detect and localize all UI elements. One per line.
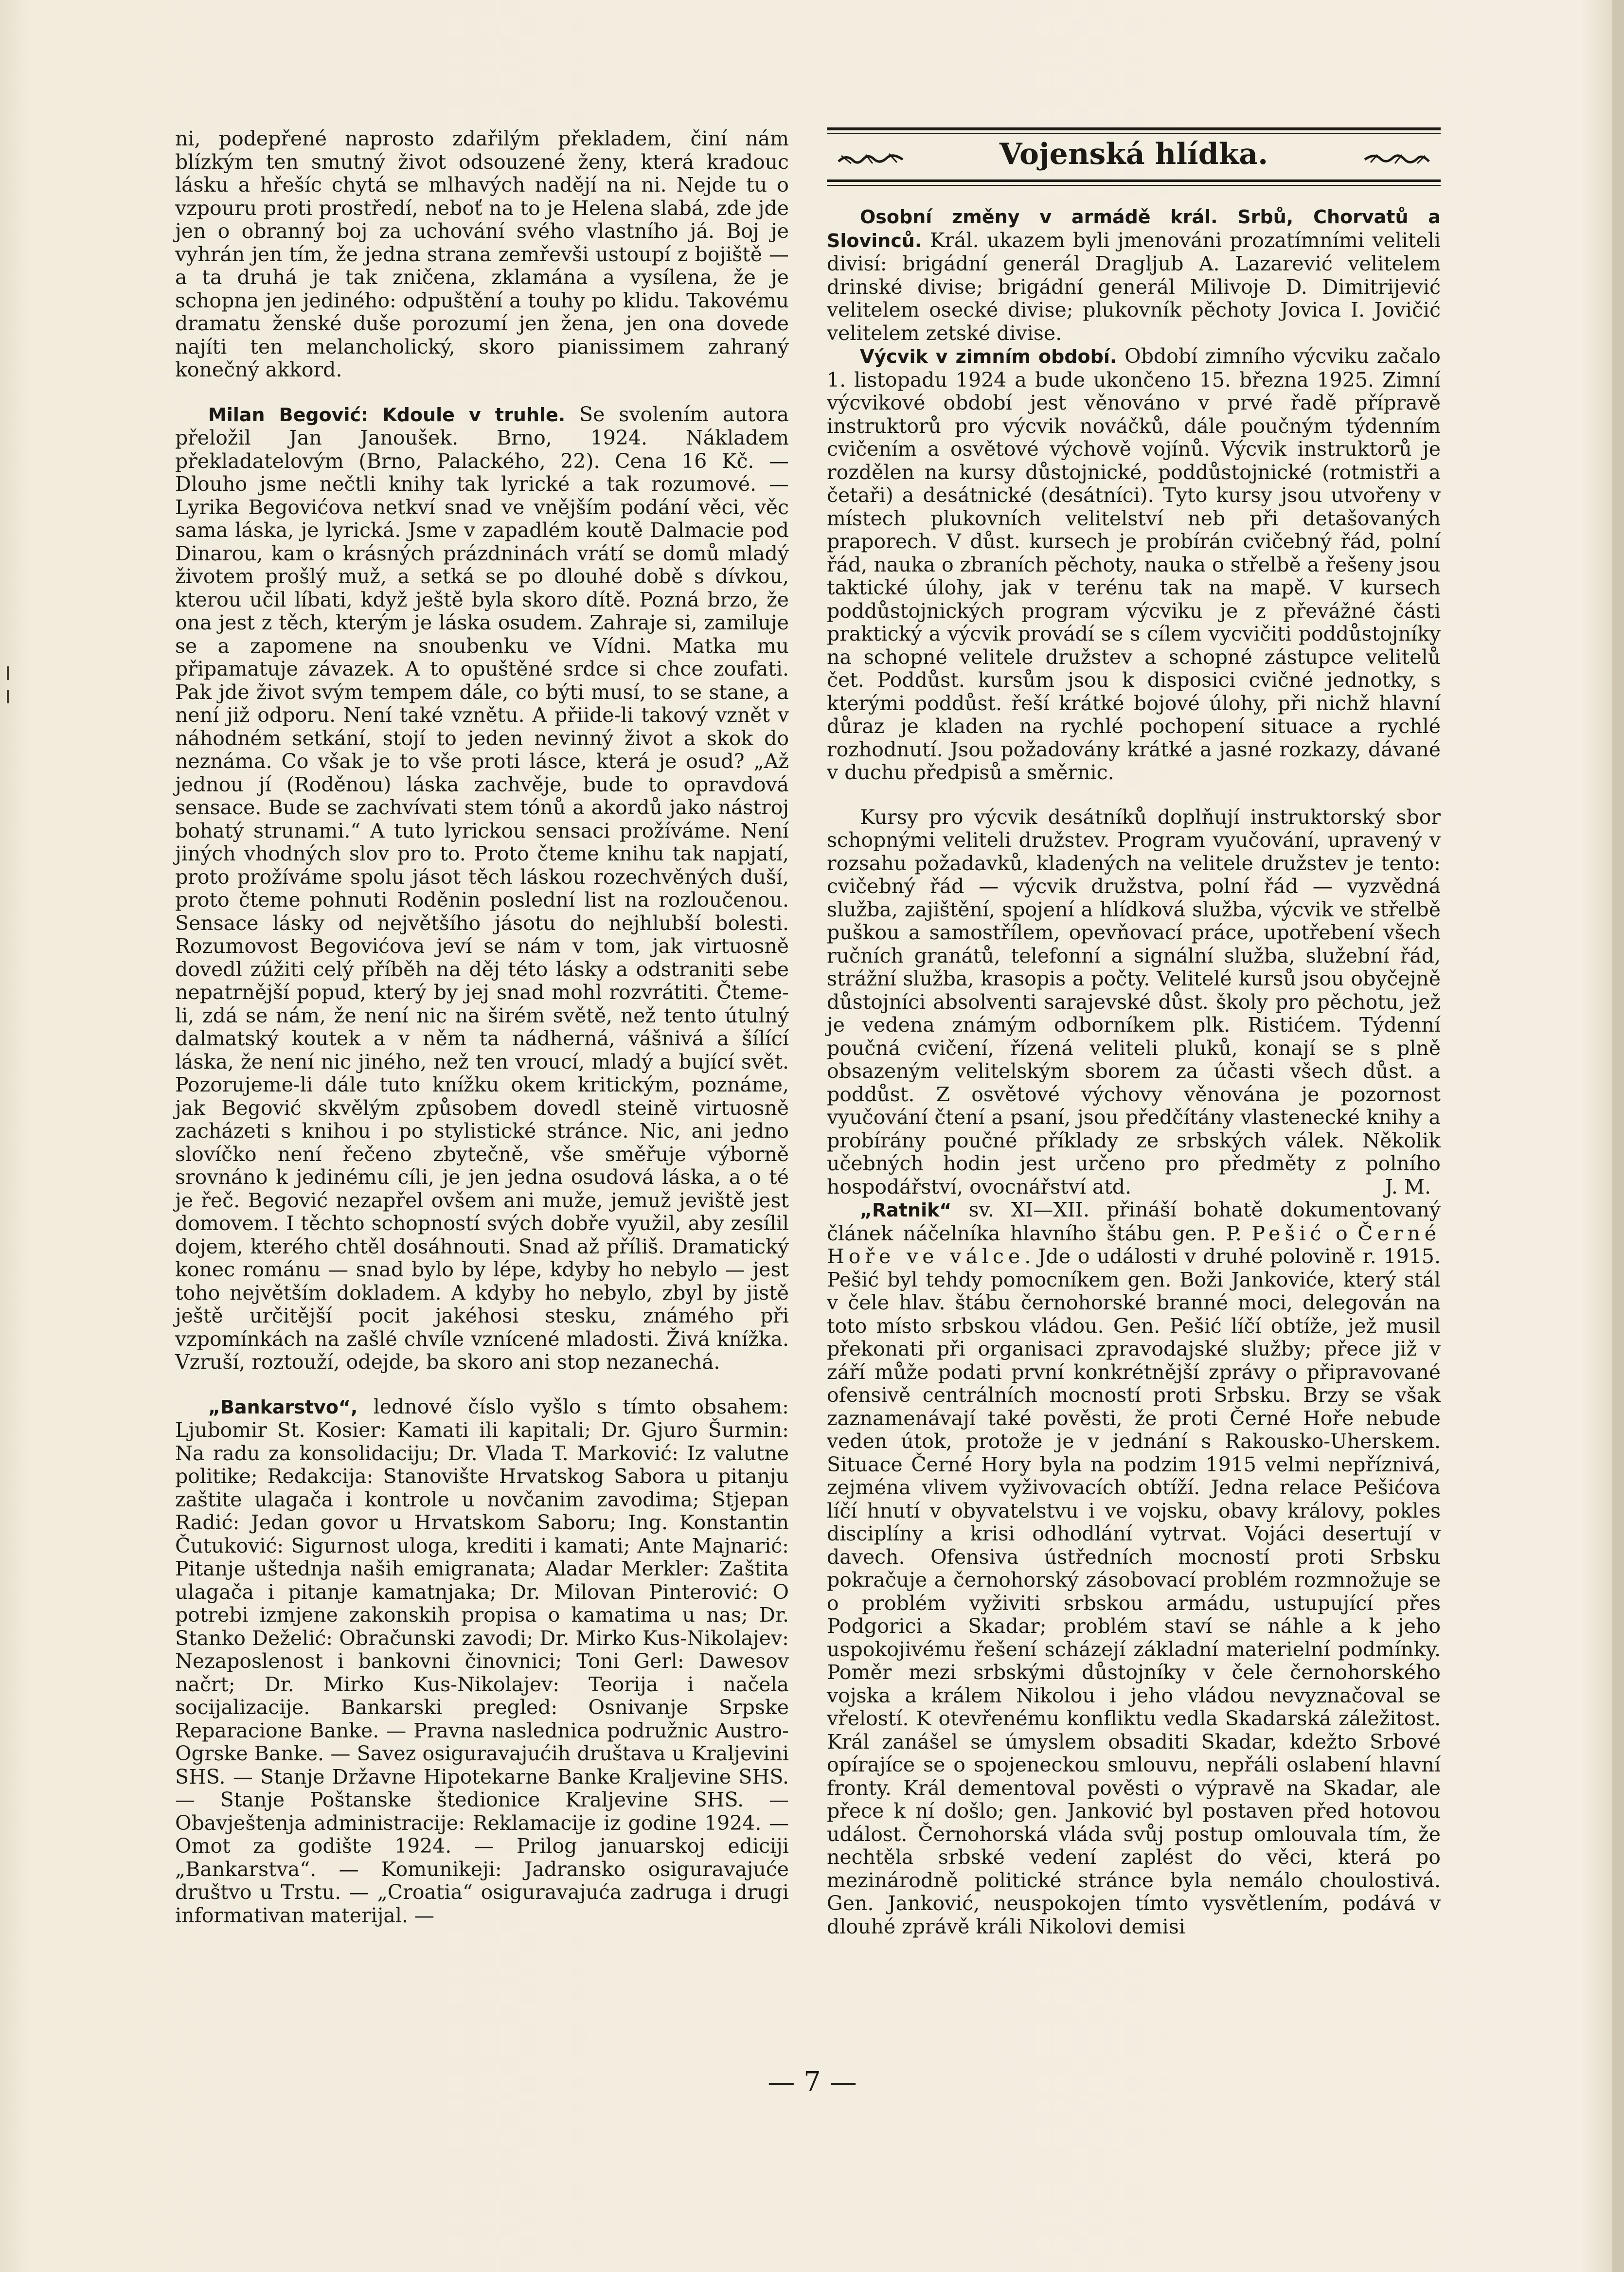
paragraph [827, 345, 1441, 785]
author-signature: J. M. [1385, 1175, 1431, 1199]
paragraph-body: Král. ukazem byli jmenováni prozatímními veliteli divisí: brigádní generál Dragljub A. Lazarević velitelem drinské divise; brigádní generál Milivoje D. Dimitrijević velitelem osecké divise; plukovník pěchoty Jovica I. Jovičić velitelem zetské divise. [827, 228, 1441, 345]
page-number: — 7 — [767, 2066, 857, 2098]
article-title: Černé Hoře ve válce [827, 1221, 1441, 1268]
paragraph-body: Období zimního výcviku začalo 1. listopadu 1924 a bude ukončeno 15. března 1925. Zimní výcvikové období jest věnováno v prvé řadě přípravě instruktorů pro výcvik nováčků, dále poučným týdenním cvičením a osvětové výchově vojínů. Výcvik instruktorů je rozdělen na kursy důstojnické, poddůstojnické (rotmistři a četaři) a desátnické (desátníci). Tyto kursy jsou utvořeny v místech plukovních velitelství neb při detašovaných praporech. V důst. kursech je probírán cvičebný řád, polní řád, nauka o zbraních pěchoty, nauka o střelbě a řešeny jsou taktické úlohy, jak v terénu tak na mapě. V kursech poddůstojnických program výcviku je z převážné části praktický a výcvik provádí se s cílem vycvičiti poddůstojníky na schopné velitele družstev a schopné zástupce velitelů čet. Poddůst. kursům jsou k disposici cvičné jednotky, s kterými poddůst. řeší krátké bojové úlohy, při nichž hlavní důraz je kladen na rychlé pochopení situace a rychlé rozhodnutí. Jsou požadovány krátké a jasné rozkazy, dávané v duchu předpisů a směrnic. [827, 344, 1441, 784]
page-edge [1612, 0, 1624, 2272]
right-column [827, 127, 1441, 1938]
paragraph-body: Kursy pro výcvik desátníků doplňují instruktorský sbor schopnými veliteli družstev. Program vyučování, upravený v rozsahu požadavků, kladených na velitele družstev je tento: cvičebný řád — výcvik družstva, polní řád — vyzvědná služba, zajištění, spojení a hlídková služba, výcvik ve střelbě puškou a samostřílem, opevňovací práce, upotřebení všech ručních granátů, telefonní a signální služba, služební řád, strážní služba, krasopis a počty. Velitelé kursů jsou obyčejně důstojníci absolventi sarajevské důst. školy pro pěchotu, jež je vedena známým odborníkem plk. Ristićem. Týdenní poučná cvičení, řízená veliteli pluků, konají se s plně obsazeným velitelským sborem za účasti všech důst. a poddůst. Z osvětové výchovy věnována je pozornost vyučování čtení a psaní, jsou předčítány vlastenecké knihy a probírány poučné příklady ze srbských válek. Několik učebných hodin jest určeno pro předměty z polního hospodářství, ovocnářství atd. [827, 805, 1441, 1199]
paragraph-heading: Osobní změny v armádě král. Srbů, Chorvatů a Slovinců. [827, 206, 1441, 251]
section-header [827, 127, 1441, 186]
paragraph-body: Se svolením autora přeložil Jan Janoušek. Brno, 1924. Nákladem překladatelovým (Brno, Palackého, 22). Cena 16 Kč. — Dlouho jsme nečtli knihy tak lyrické a tak rozumové. — Lyrika Begovićova netkví snad ve vnějším podání věci, věc sama láska, je lyrická. Jsme v zapadlém koutě Dalmacie pod Dinarou, kam o krásných prázdninách vrátí se domů mladý životem prošlý muž, a setká se po dlouhé době s dívkou, kterou učil líbati, když ještě byla skoro dítě. Pozná brzo, že ona jest z těch, kterým je láska osudem. Zahraje si, zamiluje se a zapomene na snoubenku ve Vídni. Matka mu připamatuje závazek. A to opuštěné srdce si chce zoufati. Pak jde život svým tempem dále, co býti musí, to se stane, a není již odporu. Není také vznětu. A přiide-li takový vznět v náhodném setkání, stojí to jeden nevinný život a skok do neznáma. Co však je to vše proti lásce, která je osud? „Až jednou jí (Roděnou) láska zachvěje, bude to opravdová sensace. Bude se zachvívati stem tónů a akordů jako nástroj bohatý strunami.“ A tuto lyrickou sensaci prožíváme. Není jiných vhodných slov pro to. Proto čteme knihu tak napjatí, proto prožíváme spolu jásot těch láskou rozechvěných duší, proto čteme pohnuti Roděnin poslední list na rozloučenou. Sensace lásky od největšího jásotu do nejhlubší bolesti. Rozumovost Begovićova jeví se nám v tom, jak virtuosně dovedl zúžiti celý příběh na děj této lásky a odstraniti sebe nepatrnější popud, který by jej snad mohl rozvrátiti. Čteme-li, zdá se nám, že není nic na širém světě, než tento útulný dalmatský koutek a v něm ta nádherná, vášnivá a šílící láska, že není nic jiného, než ten vroucí, mladý a bující svět. Pozorujeme-li dále tuto knížku okem kritickým, poznáme, jak Begović skvělým způsobem dovedl steině virtuosně zacházeti s knihou i po stylistické stránce. Nic, ani jedno slovíčko není řečeno zbytečně, vše směřuje výborně srovnáno k jedinému cíli, je jen jedna osudová láska, a o té je řeč. Begović nezapřel ovšem ani muže, jemuž jeviště jest domovem. I těchto schopností svých dobře využil, aby zesílil dojem, kterého chtěl dosáhnouti. Snad až příliš. Dramatický konec románu — snad bylo by lépe, kdyby ho nebylo — jest toho největším dokladem. A kdyby ho nebylo, zbyl by jistě ještě určitější pocit jakéhosi stesku, známého při vzpomínkách na zašlé chvíle vznícené mladosti. Živá knížka. Vzruší, roztouží, odejde, ba skoro ani stop nezanechá. [175, 402, 789, 1374]
paragraph [827, 806, 1441, 1199]
paragraph-body: o [1325, 1221, 1358, 1245]
paragraph-heading: „Ratnik“ [860, 1199, 952, 1221]
paragraph-body: lednové číslo vyšlo s tímto obsahem: Ljubomir St. Kosier: Kamati ili kapitali; Dr. Gjuro Šurmin: Na radu za konsolidaciju; Dr. Vlada T. Marković: Iz valutne politike; Redakcija: Stanovište Hrvatskog Sabora u pitanju zaštite ulagača i kontrole u novčanim zavodima; Stjepan Radić: Jedan govor u Hrvatskom Saboru; Ing. Konstantin Čutuković: Sigurnost uloga, krediti i kamati; Ante Majnarić: Pitanje uštednja naših emigranata; Aladar Merkler: Zaštita ulagača i pitanje kamatnjaka; Dr. Milovan Pinterović: O potrebi izmjene zakonskih propisa o kamatima u nas; Dr. Stanko Deželić: Obračunski zavodi; Dr. Mirko Kus-Nikolajev: Nezaposlenost i bankovni činovnici; Toni Gerl: Dawesov načrt; Dr. Mirko Kus-Nikolajev: Teorija i načela socijalizacije. Bankarski pregled: Osnivanje Srpske Reparacione Banke. — Pravna naslednica podružnic Austro-Ogrske Banke. — Savez osiguravajućih društava u Kraljevini SHS. — Stanje Državne Hipotekarne Banke Kraljevine SHS. — Stanje Poštanske štedionice Kraljevine SHS. — Obavještenja administracije: Reklamacije iz godine 1924. — Omot za godište 1924. — Prilog januarskoj ediciji „Bankarstva“. — Komunikeji: Jadransko osiguravajuće društvo u Trstu. — „Croatia“ osiguravajuća zadruga i drugi informativan materijal. — [175, 1395, 789, 1927]
rule [827, 179, 1441, 182]
paragraph-heading: Výcvik v zimním období. [860, 346, 1117, 367]
paragraph [175, 1395, 789, 1928]
paragraph [827, 205, 1441, 345]
margin-mark [7, 666, 9, 680]
paragraph: ni, podepřené naprosto zdařilým překladem, činí nám blízkým ten smutný život odsouzené ženy, která kradouc lásku a hřešíc chytá se mlhavých nadějí na ni. Nejde tu o vzpouru proti prostředí, neboť na to je Helena slabá, zde jde jen o obranný boj za uchování svého vlastního já. Boj je vyhrán jen tím, že jedna strana zemřevši ustoupí z bojiště — a ta druhá je tak zničena, zklamána a vysílena, že je schopna jen jediného: odpuštění a touhy po klidu. Takovému dramatu ženské duše porozumí jen žena, jen ona dovede najíti ten melancholický, skoro pianissimem zahraný konečný akkord. [175, 127, 789, 381]
paragraph-heading: Milan Begović: Kdoule v truhle. [208, 404, 566, 426]
section-title: Vojenská hlídka. [999, 137, 1268, 171]
ornament-icon [1363, 151, 1431, 167]
paragraph [175, 403, 789, 1374]
rule [827, 185, 1441, 186]
paragraph [827, 1199, 1441, 1938]
paragraph-heading: „Bankarstvo“, [208, 1396, 358, 1418]
author-name: Pešić [1251, 1221, 1326, 1245]
rule [827, 127, 1441, 130]
rule [827, 133, 1441, 134]
paragraph-body: sv. XI—XII. přináší bohatě dokumentovaný článek náčelníka hlavního štábu gen. P. [827, 1198, 1441, 1245]
paragraph-body: . Jde o události v druhé polovině r. 1915. Pešić byl tehdy pomocníkem gen. Boži Jankoviće, který stál v čele hlav. štábu černohorské branné moci, delegován na toto místo srbskou vládou. Gen. Pešić líčí obtíže, jež musil překonati při organisaci zpravodajské služby; přece již v září může podati první konkrétnější zprávy o připravované ofensivě centrálních mocností proti Srbsku. Brzy se však zaznamenávají také pověsti, že proti Černé Hoře nebude veden útok, protože je v jednání s Rakousko-Uherskem. Situace Černé Hory byla na podzim 1915 velmi nepříznivá, zejména vlivem vyživovacích obtíží. Jedna relace Pešićova líčí hnutí v obyvatelstvu i ve vojsku, obavy královy, pokles disciplíny a krisi odhodlání vytrvat. Vojáci desertují v davech. Ofensiva ústředních mocností proti Srbsku pokračuje a černohorský zásobovací problém rozmnožuje se o problém vyživiti srbskou armádu, ustupující přes Podgorici a Skadar; problém staví se náhle a k jeho uspokojivému řešení scházejí základní materielní podmínky. Poměr mezi srbskými důstojníky v čele černohorského vojska a králem Nikolou i jeho vládou nevyznačoval se vřelostí. K otevřenému konfliktu vedla Skadarská záležitost. Král zanášel se úmyslem obsaditi Skadar, kdežto Srbové opírajíce se o spojeneckou smlouvu, nepřáli oslabení hlavní fronty. Král dementoval pověsti o výpravě na Skadar, ale přece k ní došlo; gen. Janković byl postaven před hotovou událost. Černohorská vláda svůj postup omlouvala tím, že nechtěla srbské vedení zaplést do věci, která po mezinárodně politické stránce byla nemálo choulostivá. Gen. Janković, neuspokojen tímto vysvětlením, podává v dlouhé zprávě králi Nikolovi demisi [827, 1245, 1441, 1938]
left-column [175, 127, 789, 1927]
margin-mark [7, 690, 9, 703]
